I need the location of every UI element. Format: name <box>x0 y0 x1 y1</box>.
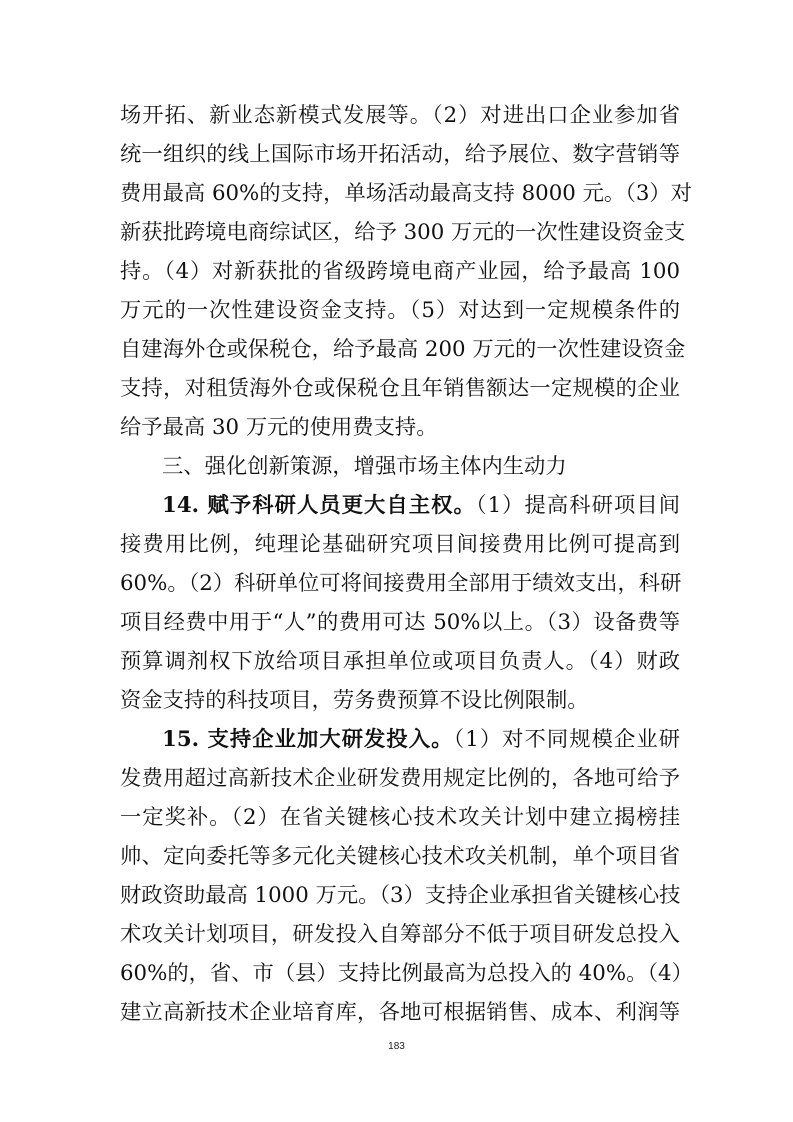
body-line: 自建海外仓或保税仓，给予最高 200 万元的一次性建设资金 <box>120 337 686 362</box>
section-heading: 三、强化创新策源，增强市场主体内生动力 <box>162 454 567 479</box>
body-line: 费用最高 60%的支持，单场活动最高支持 8000 元。（3）对 <box>120 181 692 206</box>
body-line: 项目经费中用于“人”的费用可达 50%以上。（3）设备费等 <box>120 610 680 635</box>
item-15-title: 15. 支持企业加大研发投入。 <box>162 727 454 752</box>
body-line: 万元的一次性建设资金支持。（5）对达到一定规模条件的 <box>120 298 680 323</box>
item-14-first-line-text: （1）提高科研项目间 <box>475 493 681 518</box>
body-line: 场开拓、新业态新模式发展等。（2）对进出口企业参加省 <box>120 103 680 128</box>
body-line: 发费用超过高新技术企业研发费用规定比例的，各地可给予 <box>120 766 680 791</box>
body-line: 60%的，省、市（县）支持比例最高为总投入的 40%。（4） <box>120 961 693 986</box>
item-15-first-line <box>162 721 680 759</box>
body-line: 资金支持的科技项目，劳务费预算不设比例限制。 <box>120 688 589 713</box>
page-number: 183 <box>388 1041 405 1052</box>
item-15-first-line-text: （1）对不同规模企业研 <box>453 727 681 752</box>
body-line: 术攻关计划项目，研发投入自筹部分不低于项目研发总投入 <box>120 922 680 947</box>
body-line: 60%。（2）科研单位可将间接费用全部用于绩效支出，科研 <box>120 571 682 596</box>
body-line: 给予最高 30 万元的使用费支持。 <box>120 415 438 440</box>
item-14-first-line <box>162 487 680 525</box>
body-line: 建立高新技术企业培育库，各地可根据销售、成本、利润等 <box>120 1000 680 1025</box>
body-line: 财政资助最高 1000 万元。（3）支持企业承担省关键核心技 <box>120 883 681 908</box>
body-line: 一定奖补。（2）在省关键核心技术攻关计划中建立揭榜挂 <box>120 805 680 830</box>
body-line: 持。（4）对新获批的省级跨境电商产业园，给予最高 100 <box>120 259 680 284</box>
item-14-title: 14. 赋予科研人员更大自主权。 <box>162 493 476 518</box>
body-line: 预算调剂权下放给项目承担单位或项目负责人。（4）财政 <box>120 649 680 674</box>
body-line: 支持，对租赁海外仓或保税仓且年销售额达一定规模的企业 <box>120 376 680 401</box>
body-line: 新获批跨境电商综试区，给予 300 万元的一次性建设资金支 <box>120 220 686 245</box>
body-line: 统一组织的线上国际市场开拓活动，给予展位、数字营销等 <box>120 142 680 167</box>
body-line: 接费用比例，纯理论基础研究项目间接费用比例可提高到 <box>120 532 680 557</box>
body-line: 帅、定向委托等多元化关键核心技术攻关机制，单个项目省 <box>120 844 680 869</box>
